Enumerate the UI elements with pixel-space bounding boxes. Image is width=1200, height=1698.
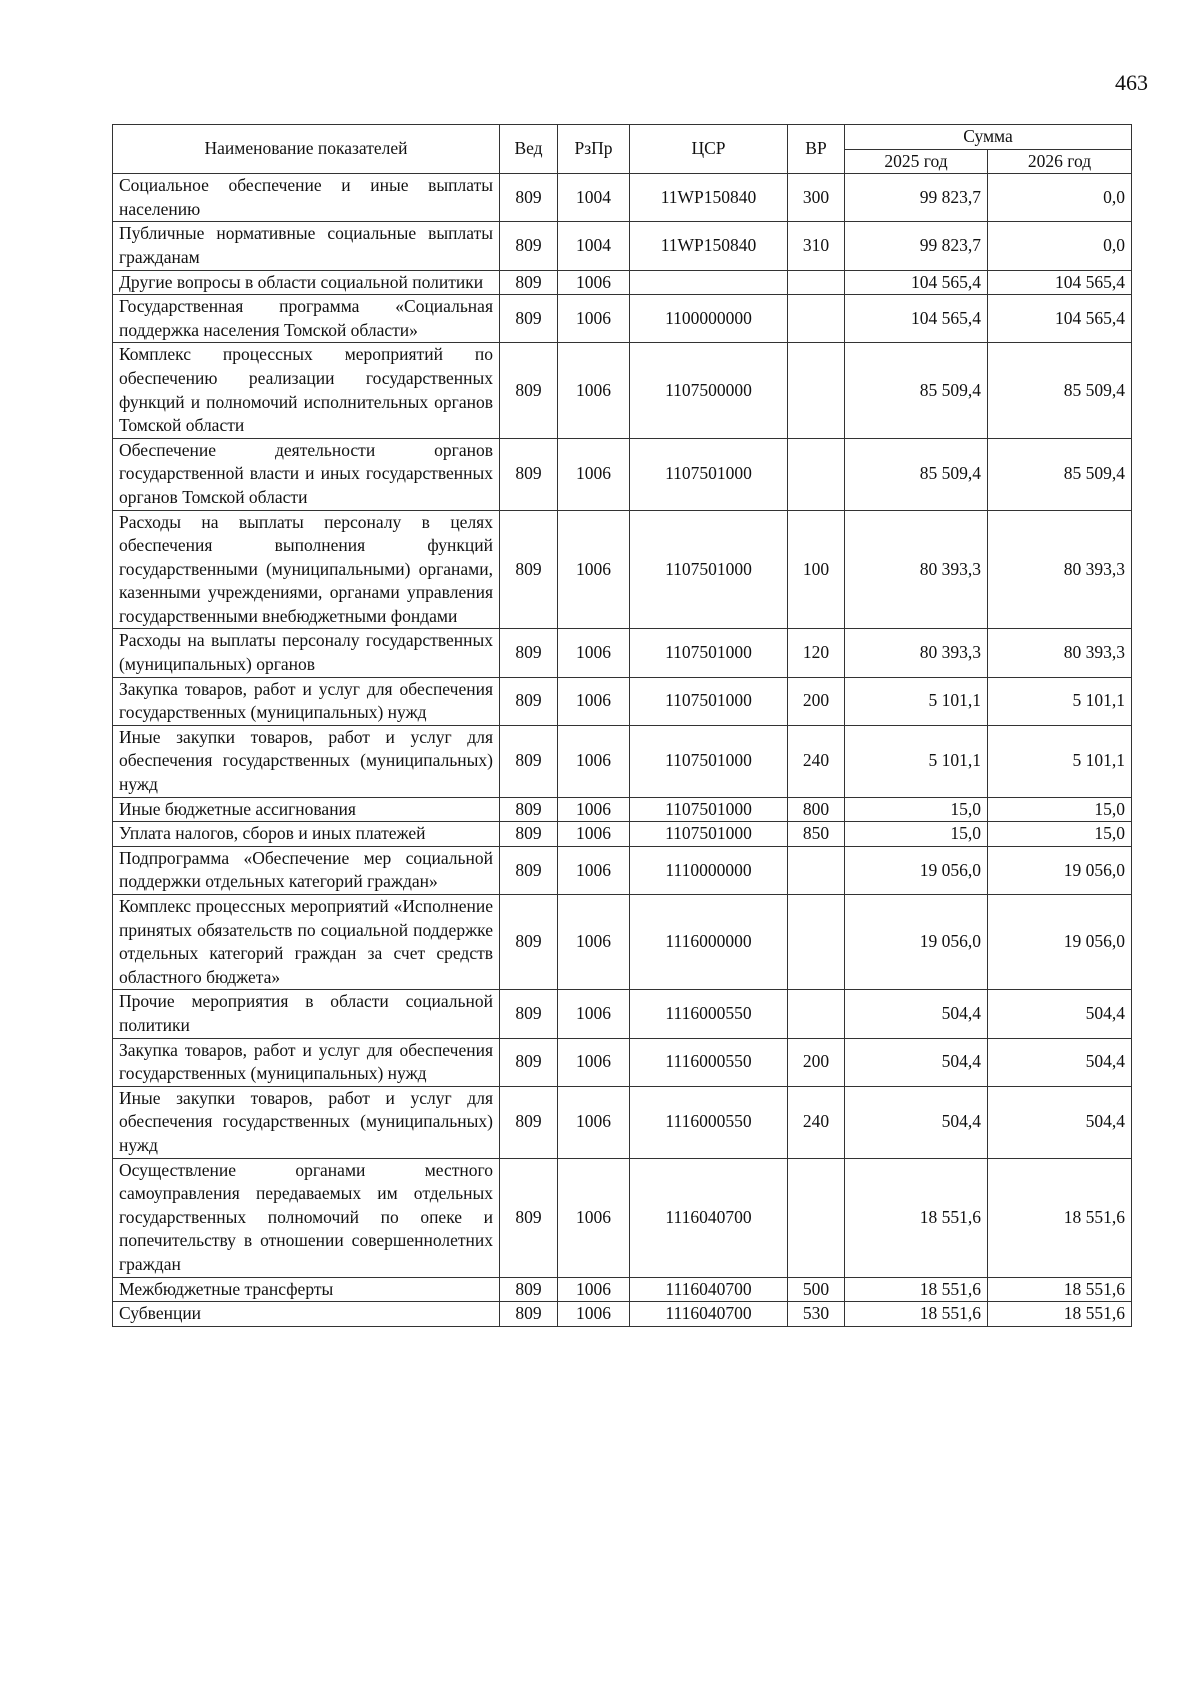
cell-ved: 809 xyxy=(500,438,558,510)
table-row xyxy=(113,1086,1132,1158)
cell-ved: 809 xyxy=(500,895,558,990)
cell-vr xyxy=(788,990,845,1038)
cell-vr xyxy=(788,343,845,438)
cell-vr: 530 xyxy=(788,1302,845,1327)
cell-vr: 200 xyxy=(788,1038,845,1086)
cell-ved: 809 xyxy=(500,1086,558,1158)
table-row xyxy=(113,510,1132,629)
cell-sum-2026: 80 393,3 xyxy=(988,510,1132,629)
cell-sum-2026: 85 509,4 xyxy=(988,343,1132,438)
header-2025: 2025 год xyxy=(845,149,988,174)
cell-sum-2026: 19 056,0 xyxy=(988,895,1132,990)
cell-csr: 1107501000 xyxy=(630,822,788,847)
cell-name: Социальное обеспечение и иные выплаты населению xyxy=(113,174,500,222)
cell-vr: 300 xyxy=(788,174,845,222)
cell-sum-2025: 80 393,3 xyxy=(845,510,988,629)
cell-name: Публичные нормативные социальные выплаты гражданам xyxy=(113,222,500,270)
cell-ved: 809 xyxy=(500,1038,558,1086)
cell-sum-2025: 85 509,4 xyxy=(845,438,988,510)
cell-sum-2025: 99 823,7 xyxy=(845,174,988,222)
cell-sum-2026: 0,0 xyxy=(988,174,1132,222)
cell-name: Межбюджетные трансферты xyxy=(113,1277,500,1302)
header-name: Наименование показателей xyxy=(113,125,500,174)
cell-name: Прочие мероприятия в области социальной политики xyxy=(113,990,500,1038)
cell-rzpr: 1006 xyxy=(558,822,630,847)
cell-rzpr: 1006 xyxy=(558,895,630,990)
cell-vr xyxy=(788,1158,845,1277)
cell-name: Уплата налогов, сборов и иных платежей xyxy=(113,822,500,847)
cell-rzpr: 1006 xyxy=(558,270,630,295)
table-row xyxy=(113,677,1132,725)
table-header xyxy=(113,125,1132,174)
cell-rzpr: 1006 xyxy=(558,797,630,822)
cell-sum-2026: 504,4 xyxy=(988,1038,1132,1086)
cell-rzpr: 1006 xyxy=(558,1158,630,1277)
table-row xyxy=(113,895,1132,990)
cell-sum-2026: 5 101,1 xyxy=(988,677,1132,725)
cell-vr: 240 xyxy=(788,1086,845,1158)
header-2026: 2026 год xyxy=(988,149,1132,174)
cell-vr: 800 xyxy=(788,797,845,822)
page-number: 463 xyxy=(1115,70,1148,95)
table-row xyxy=(113,174,1132,222)
cell-vr: 310 xyxy=(788,222,845,270)
cell-csr: 11WP150840 xyxy=(630,174,788,222)
cell-vr xyxy=(788,438,845,510)
cell-ved: 809 xyxy=(500,270,558,295)
cell-ved: 809 xyxy=(500,822,558,847)
table-body xyxy=(113,174,1132,1327)
cell-ved: 809 xyxy=(500,510,558,629)
cell-sum-2025: 5 101,1 xyxy=(845,677,988,725)
cell-csr: 1116040700 xyxy=(630,1302,788,1327)
cell-csr: 1116000550 xyxy=(630,1086,788,1158)
cell-ved: 809 xyxy=(500,677,558,725)
cell-csr: 1107501000 xyxy=(630,725,788,797)
cell-rzpr: 1006 xyxy=(558,1302,630,1327)
cell-csr: 11WP150840 xyxy=(630,222,788,270)
cell-sum-2025: 85 509,4 xyxy=(845,343,988,438)
table-row xyxy=(113,295,1132,343)
table-row xyxy=(113,438,1132,510)
cell-rzpr: 1006 xyxy=(558,1277,630,1302)
cell-name: Обеспечение деятельности органов государственной власти и иных государственных органов Томской области xyxy=(113,438,500,510)
cell-sum-2026: 85 509,4 xyxy=(988,438,1132,510)
cell-rzpr: 1006 xyxy=(558,677,630,725)
table-row xyxy=(113,1158,1132,1277)
cell-sum-2026: 19 056,0 xyxy=(988,846,1132,894)
cell-sum-2026: 18 551,6 xyxy=(988,1277,1132,1302)
cell-sum-2026: 18 551,6 xyxy=(988,1158,1132,1277)
cell-name: Иные закупки товаров, работ и услуг для обеспечения государственных (муниципальных) нужд xyxy=(113,1086,500,1158)
cell-rzpr: 1004 xyxy=(558,222,630,270)
cell-csr: 1110000000 xyxy=(630,846,788,894)
cell-vr: 240 xyxy=(788,725,845,797)
cell-sum-2025: 99 823,7 xyxy=(845,222,988,270)
cell-rzpr: 1006 xyxy=(558,725,630,797)
cell-rzpr: 1006 xyxy=(558,510,630,629)
table-row xyxy=(113,725,1132,797)
cell-csr: 1116000550 xyxy=(630,1038,788,1086)
cell-name: Государственная программа «Социальная поддержка населения Томской области» xyxy=(113,295,500,343)
cell-rzpr: 1006 xyxy=(558,438,630,510)
cell-name: Другие вопросы в области социальной политики xyxy=(113,270,500,295)
cell-csr: 1116040700 xyxy=(630,1277,788,1302)
cell-sum-2025: 18 551,6 xyxy=(845,1158,988,1277)
cell-rzpr: 1006 xyxy=(558,343,630,438)
cell-sum-2025: 18 551,6 xyxy=(845,1302,988,1327)
cell-sum-2026: 104 565,4 xyxy=(988,270,1132,295)
cell-csr: 1116040700 xyxy=(630,1158,788,1277)
cell-vr: 200 xyxy=(788,677,845,725)
cell-ved: 809 xyxy=(500,174,558,222)
table-row xyxy=(113,343,1132,438)
cell-ved: 809 xyxy=(500,222,558,270)
cell-csr xyxy=(630,270,788,295)
cell-sum-2025: 15,0 xyxy=(845,797,988,822)
cell-sum-2025: 104 565,4 xyxy=(845,295,988,343)
table-row xyxy=(113,629,1132,677)
cell-ved: 809 xyxy=(500,1277,558,1302)
cell-name: Закупка товаров, работ и услуг для обеспечения государственных (муниципальных) нужд xyxy=(113,1038,500,1086)
cell-vr xyxy=(788,295,845,343)
cell-rzpr: 1006 xyxy=(558,990,630,1038)
cell-ved: 809 xyxy=(500,846,558,894)
cell-sum-2025: 5 101,1 xyxy=(845,725,988,797)
header-csr: ЦСР xyxy=(630,125,788,174)
cell-vr: 500 xyxy=(788,1277,845,1302)
table-row xyxy=(113,990,1132,1038)
cell-vr: 120 xyxy=(788,629,845,677)
cell-sum-2025: 19 056,0 xyxy=(845,895,988,990)
cell-vr xyxy=(788,846,845,894)
cell-name: Подпрограмма «Обеспечение мер социальной поддержки отдельных категорий граждан» xyxy=(113,846,500,894)
header-vr: ВР xyxy=(788,125,845,174)
cell-csr: 1107501000 xyxy=(630,629,788,677)
cell-sum-2025: 15,0 xyxy=(845,822,988,847)
cell-csr: 1107501000 xyxy=(630,510,788,629)
cell-ved: 809 xyxy=(500,295,558,343)
cell-sum-2026: 104 565,4 xyxy=(988,295,1132,343)
cell-ved: 809 xyxy=(500,1302,558,1327)
table-row xyxy=(113,822,1132,847)
cell-rzpr: 1006 xyxy=(558,629,630,677)
table-row xyxy=(113,846,1132,894)
cell-ved: 809 xyxy=(500,725,558,797)
cell-name: Закупка товаров, работ и услуг для обеспечения государственных (муниципальных) нужд xyxy=(113,677,500,725)
header-sum: Сумма xyxy=(845,125,1132,150)
cell-csr: 1107501000 xyxy=(630,677,788,725)
cell-csr: 1107501000 xyxy=(630,438,788,510)
cell-name: Расходы на выплаты персоналу в целях обеспечения выполнения функций государственными (муниципальными) органами, казенными учреждениями, органами управления государственными внебюджетными фондами xyxy=(113,510,500,629)
table-row xyxy=(113,1277,1132,1302)
cell-sum-2026: 15,0 xyxy=(988,797,1132,822)
table-row xyxy=(113,797,1132,822)
cell-sum-2026: 15,0 xyxy=(988,822,1132,847)
cell-sum-2026: 18 551,6 xyxy=(988,1302,1132,1327)
cell-sum-2025: 504,4 xyxy=(845,1086,988,1158)
cell-vr: 100 xyxy=(788,510,845,629)
header-rzpr: РзПр xyxy=(558,125,630,174)
cell-sum-2025: 18 551,6 xyxy=(845,1277,988,1302)
cell-sum-2026: 0,0 xyxy=(988,222,1132,270)
cell-sum-2025: 80 393,3 xyxy=(845,629,988,677)
budget-table xyxy=(112,124,1132,1327)
cell-csr: 1100000000 xyxy=(630,295,788,343)
cell-name: Комплекс процессных мероприятий по обеспечению реализации государственных функций и полномочий исполнительных органов Томской области xyxy=(113,343,500,438)
cell-rzpr: 1006 xyxy=(558,1038,630,1086)
cell-csr: 1107500000 xyxy=(630,343,788,438)
cell-csr: 1107501000 xyxy=(630,797,788,822)
cell-name: Расходы на выплаты персоналу государственных (муниципальных) органов xyxy=(113,629,500,677)
cell-name: Иные бюджетные ассигнования xyxy=(113,797,500,822)
cell-rzpr: 1006 xyxy=(558,1086,630,1158)
cell-sum-2025: 104 565,4 xyxy=(845,270,988,295)
cell-name: Субвенции xyxy=(113,1302,500,1327)
cell-ved: 809 xyxy=(500,629,558,677)
cell-vr: 850 xyxy=(788,822,845,847)
cell-rzpr: 1004 xyxy=(558,174,630,222)
cell-name: Комплекс процессных мероприятий «Исполнение принятых обязательств по социальной поддержке отдельных категорий граждан за счет средств областного бюджета» xyxy=(113,895,500,990)
cell-sum-2025: 504,4 xyxy=(845,1038,988,1086)
header-ved: Вед xyxy=(500,125,558,174)
table-row xyxy=(113,222,1132,270)
cell-sum-2026: 504,4 xyxy=(988,1086,1132,1158)
cell-vr xyxy=(788,270,845,295)
cell-rzpr: 1006 xyxy=(558,295,630,343)
cell-sum-2026: 5 101,1 xyxy=(988,725,1132,797)
cell-vr xyxy=(788,895,845,990)
cell-sum-2025: 504,4 xyxy=(845,990,988,1038)
cell-name: Иные закупки товаров, работ и услуг для обеспечения государственных (муниципальных) нужд xyxy=(113,725,500,797)
cell-sum-2026: 504,4 xyxy=(988,990,1132,1038)
cell-sum-2026: 80 393,3 xyxy=(988,629,1132,677)
table-row xyxy=(113,1302,1132,1327)
cell-ved: 809 xyxy=(500,1158,558,1277)
cell-ved: 809 xyxy=(500,797,558,822)
cell-name: Осуществление органами местного самоуправления передаваемых им отдельных государственных полномочий по опеке и попечительству в отношении совершеннолетних граждан xyxy=(113,1158,500,1277)
cell-sum-2025: 19 056,0 xyxy=(845,846,988,894)
table-row xyxy=(113,1038,1132,1086)
cell-ved: 809 xyxy=(500,990,558,1038)
cell-ved: 809 xyxy=(500,343,558,438)
table-row xyxy=(113,270,1132,295)
cell-csr: 1116000550 xyxy=(630,990,788,1038)
cell-csr: 1116000000 xyxy=(630,895,788,990)
cell-rzpr: 1006 xyxy=(558,846,630,894)
